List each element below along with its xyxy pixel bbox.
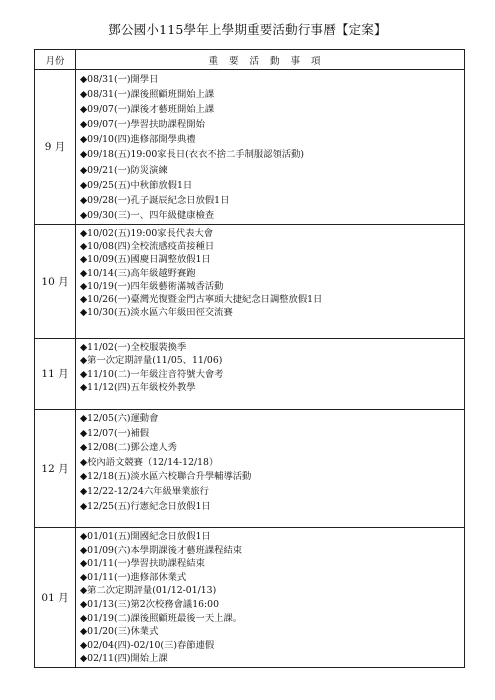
event-item: ◆02/04(四)-02/10(三)春節連假 <box>80 639 215 651</box>
event-list <box>76 527 465 667</box>
event-item: ◆01/13(三)第2次校務會議16:00 <box>80 598 219 610</box>
event-item: ◆01/01(五)開國紀念日放假1日 <box>80 530 211 542</box>
event-item: ◆02/11(四)開始上課 <box>80 653 168 665</box>
event-item: ◆第一次定期評量(11/05、11/06) <box>80 355 223 367</box>
event-item: ◆08/31(一)課後照顧班開始上課 <box>80 89 215 101</box>
page-title: 鄧公國小115學年上學期重要活動行事曆【定案】 <box>108 22 387 37</box>
month-label: 9 月 <box>35 70 76 225</box>
event-item: ◆01/20(三)休業式 <box>80 626 159 638</box>
event-item: ◆01/11(一)進修部休業式 <box>80 571 187 583</box>
event-list <box>76 70 465 225</box>
event-item: ◆09/07(一)課後才藝班開始上課 <box>80 104 215 116</box>
table-header-row <box>35 50 465 70</box>
event-item: ◆09/10(四)進修部開學典禮 <box>80 134 196 146</box>
event-item: ◆09/18(五)19:00家長日(衣衣不捨二手制服認領活動) <box>80 149 304 161</box>
event-item: ◆01/11(一)學習扶助課程結束 <box>80 558 205 570</box>
event-item: ◆12/08(二)鄧公達人秀 <box>80 442 177 454</box>
month-column-header: 月份 <box>35 50 76 70</box>
month-label: 01 月 <box>35 527 76 667</box>
event-item: ◆10/08(四)全校流感疫苗接種日 <box>80 241 215 253</box>
event-item: ◆11/02(一)全校服裝換季 <box>80 341 187 353</box>
event-item: ◆12/07(一)補假 <box>80 427 150 439</box>
event-item: ◆10/14(三)高年級越野賽跑 <box>80 267 196 279</box>
event-item: ◆10/02(五)19:00家長代表大會 <box>80 227 214 239</box>
month-row <box>35 527 465 667</box>
month-row <box>35 409 465 527</box>
event-item: ◆12/18(五)淡水區六校聯合升學輔導活動 <box>80 471 252 483</box>
events-column-header: 重要活動事項 <box>76 50 465 70</box>
event-item: ◆第二次定期評量(01/12-01/13) <box>80 585 217 597</box>
calendar-table <box>34 49 465 668</box>
event-item: ◆01/09(六)本學期課後才藝班課程結束 <box>80 544 243 556</box>
event-item: ◆10/09(五)國慶日調整放假1日 <box>80 254 211 266</box>
event-list <box>76 224 465 338</box>
month-row <box>35 70 465 225</box>
event-item: ◆11/12(四)五年級校外教學 <box>80 382 196 394</box>
event-item: ◆校內語文競賽（12/14-12/18） <box>80 456 219 468</box>
event-item: ◆11/10(二)一年級注音符號大會考 <box>80 368 224 380</box>
event-item: ◆09/30(三)一、四年級健康檢查 <box>80 209 215 221</box>
event-item: ◆12/25(五)行憲紀念日放假1日 <box>80 500 211 512</box>
event-list <box>76 338 465 409</box>
month-row <box>35 338 465 409</box>
event-item: ◆09/21(一)防災演練 <box>80 164 168 176</box>
month-label: 10 月 <box>35 224 76 338</box>
event-item: ◆12/22-12/24六年級畢業旅行 <box>80 485 209 497</box>
month-row <box>35 224 465 338</box>
event-item: ◆01/19(二)課後照顧班最後一天上課。 <box>80 612 243 624</box>
month-label: 11 月 <box>35 338 76 409</box>
event-item: ◆10/19(一)四年級藝術滿城香活動 <box>80 280 224 292</box>
event-item: ◆08/31(一)開學日 <box>80 74 159 85</box>
event-item: ◆09/28(一)孔子誕辰紀念日放假1日 <box>80 194 230 206</box>
event-item: ◆09/07(一)學習扶助課程開始 <box>80 119 205 131</box>
event-item: ◆09/25(五)中秋節放假1日 <box>80 179 193 191</box>
event-item: ◆10/26(一)臺灣光復暨金門古寧頭大捷紀念日調整放假1日 <box>80 293 323 305</box>
event-item: ◆10/30(五)淡水區六年級田徑交流賽 <box>80 307 233 319</box>
month-label: 12 月 <box>35 409 76 527</box>
event-list <box>76 409 465 527</box>
event-item: ◆12/05(六)運動會 <box>80 412 159 424</box>
